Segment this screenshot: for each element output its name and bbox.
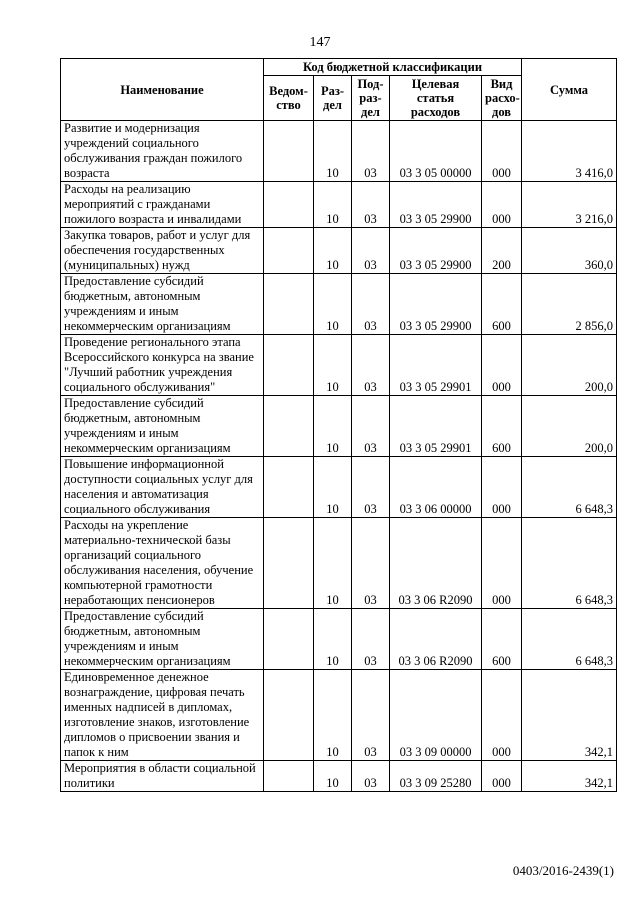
row-section: 10 (314, 335, 352, 396)
table-row (61, 670, 617, 761)
row-amount: 6 648,3 (522, 457, 617, 518)
table-row (61, 274, 617, 335)
row-section: 10 (314, 457, 352, 518)
table-row (61, 121, 617, 182)
row-amount: 3 416,0 (522, 121, 617, 182)
row-expense-type: 200 (482, 228, 522, 274)
row-amount: 6 648,3 (522, 609, 617, 670)
row-department (264, 274, 314, 335)
row-department (264, 670, 314, 761)
row-amount: 3 216,0 (522, 182, 617, 228)
table-row (61, 228, 617, 274)
row-target-item: 03 3 09 00000 (390, 670, 482, 761)
row-name: Развитие и модернизация учреждений социального обслуживания граждан пожилого возраста (61, 121, 264, 182)
row-subsection: 03 (352, 396, 390, 457)
row-subsection: 03 (352, 670, 390, 761)
header-expense-type: Вид расхо-дов (482, 76, 522, 121)
row-name: Единовременное денежное вознаграждение, цифровая печать именных надписей в дипломах, изготовление знаков, изготовление дипломов о присвоении звания и папок к ним (61, 670, 264, 761)
row-name: Предоставление субсидий бюджетным, автономным учреждениям и иным некоммерческим организациям (61, 274, 264, 335)
table-row (61, 518, 617, 609)
row-department (264, 335, 314, 396)
row-department (264, 609, 314, 670)
row-target-item: 03 3 05 29900 (390, 228, 482, 274)
row-name: Расходы на реализацию мероприятий с гражданами пожилого возраста и инвалидами (61, 182, 264, 228)
row-section: 10 (314, 670, 352, 761)
row-subsection: 03 (352, 457, 390, 518)
table-row (61, 457, 617, 518)
row-name: Предоставление субсидий бюджетным, автономным учреждениям и иным некоммерческим организациям (61, 396, 264, 457)
table-row (61, 761, 617, 792)
header-subsection: Под-раз-дел (352, 76, 390, 121)
row-department (264, 182, 314, 228)
row-name: Расходы на укрепление материально-технической базы организаций социального обслуживания населения, обучение компьютерной грамотности неработающих пенсионеров (61, 518, 264, 609)
header-section: Раз-дел (314, 76, 352, 121)
row-target-item: 03 3 05 00000 (390, 121, 482, 182)
row-name: Предоставление субсидий бюджетным, автономным учреждениям и иным некоммерческим организациям (61, 609, 264, 670)
row-section: 10 (314, 609, 352, 670)
row-department (264, 761, 314, 792)
header-budget-code: Код бюджетной классификации (264, 59, 522, 76)
table-row (61, 396, 617, 457)
row-subsection: 03 (352, 335, 390, 396)
row-department (264, 228, 314, 274)
row-section: 10 (314, 182, 352, 228)
row-department (264, 121, 314, 182)
row-expense-type: 000 (482, 457, 522, 518)
row-expense-type: 000 (482, 182, 522, 228)
row-amount: 342,1 (522, 670, 617, 761)
row-name: Проведение регионального этапа Всероссийского конкурса на звание "Лучший работник учреждения социального обслуживания" (61, 335, 264, 396)
row-target-item: 03 3 09 25280 (390, 761, 482, 792)
row-subsection: 03 (352, 182, 390, 228)
row-amount: 2 856,0 (522, 274, 617, 335)
header-amount: Сумма (522, 59, 617, 121)
row-section: 10 (314, 228, 352, 274)
row-amount: 200,0 (522, 396, 617, 457)
row-section: 10 (314, 274, 352, 335)
budget-table (60, 58, 617, 792)
table-row (61, 182, 617, 228)
row-department (264, 396, 314, 457)
header-department: Ведом-ство (264, 76, 314, 121)
row-expense-type: 000 (482, 121, 522, 182)
row-amount: 342,1 (522, 761, 617, 792)
row-expense-type: 000 (482, 335, 522, 396)
row-target-item: 03 3 06 00000 (390, 457, 482, 518)
row-amount: 360,0 (522, 228, 617, 274)
row-target-item: 03 3 05 29901 (390, 396, 482, 457)
row-subsection: 03 (352, 121, 390, 182)
row-expense-type: 600 (482, 609, 522, 670)
row-subsection: 03 (352, 609, 390, 670)
row-target-item: 03 3 06 R2090 (390, 518, 482, 609)
table-row (61, 609, 617, 670)
row-expense-type: 600 (482, 274, 522, 335)
row-name: Повышение информационной доступности социальных услуг для населения и автоматизация социального обслуживания (61, 457, 264, 518)
row-subsection: 03 (352, 274, 390, 335)
header-name: Наименование (61, 59, 264, 121)
row-name: Мероприятия в области социальной политики (61, 761, 264, 792)
row-target-item: 03 3 05 29900 (390, 182, 482, 228)
row-amount: 6 648,3 (522, 518, 617, 609)
row-expense-type: 000 (482, 670, 522, 761)
row-target-item: 03 3 06 R2090 (390, 609, 482, 670)
row-subsection: 03 (352, 228, 390, 274)
row-target-item: 03 3 05 29900 (390, 274, 482, 335)
document-code: 0403/2016-2439(1) (512, 863, 614, 878)
row-section: 10 (314, 761, 352, 792)
row-section: 10 (314, 518, 352, 609)
row-expense-type: 000 (482, 518, 522, 609)
page-number: 147 (309, 35, 331, 50)
row-target-item: 03 3 05 29901 (390, 335, 482, 396)
row-department (264, 518, 314, 609)
row-subsection: 03 (352, 761, 390, 792)
row-subsection: 03 (352, 518, 390, 609)
row-section: 10 (314, 396, 352, 457)
table-row (61, 335, 617, 396)
row-expense-type: 600 (482, 396, 522, 457)
header-target-item: Целевая статья расходов (390, 76, 482, 121)
row-amount: 200,0 (522, 335, 617, 396)
row-department (264, 457, 314, 518)
row-name: Закупка товаров, работ и услуг для обеспечения государственных (муниципальных) нужд (61, 228, 264, 274)
row-section: 10 (314, 121, 352, 182)
row-expense-type: 000 (482, 761, 522, 792)
